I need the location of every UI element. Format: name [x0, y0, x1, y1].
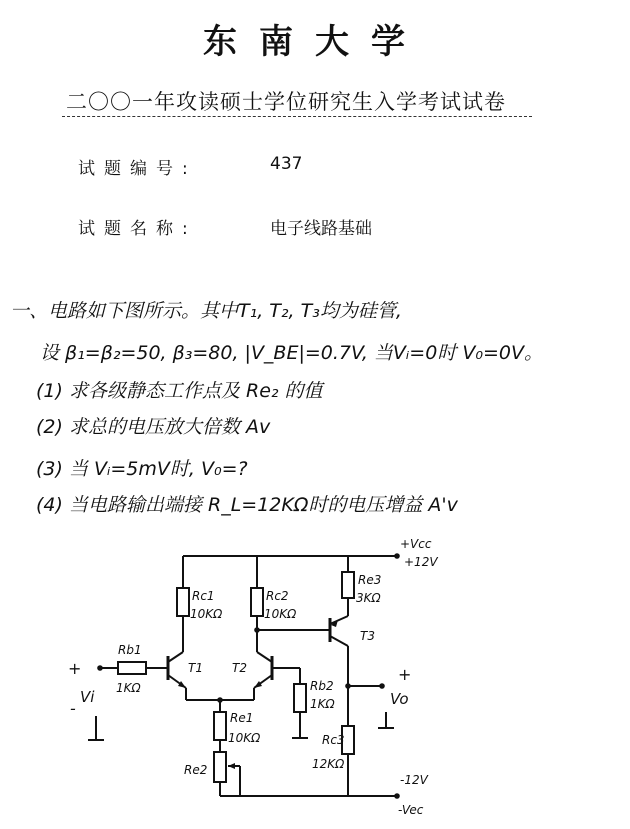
re3-label: Re3	[358, 573, 382, 587]
rc1-label: Rc1	[192, 589, 215, 603]
problem-intro: 一、电路如下图所示。其中T₁, T₂, T₃均为硅管,	[10, 300, 402, 322]
rc3-value: 12KΩ	[312, 757, 345, 771]
vo-label: Vo	[390, 690, 409, 708]
question-4: (4) 当电路输出端接 R_L=12KΩ时的电压增益 A'v	[36, 494, 458, 516]
title-underline	[62, 116, 532, 117]
vo-plus: +	[398, 665, 412, 684]
code-label: 试题编号:	[78, 159, 197, 179]
re2-potentiometer	[214, 752, 226, 782]
re1-label: Re1	[230, 711, 254, 725]
rb1-value: 1KΩ	[116, 681, 141, 695]
name-label: 试题名称:	[78, 219, 197, 239]
rc2-label: Rc2	[266, 589, 289, 603]
problem-conditions: 设 β₁=β₂=50, β₃=80, |V_BE|=0.7V, 当Vᵢ=0时 V₀=0V。	[40, 342, 543, 364]
re2-label: Re2	[184, 763, 208, 777]
rc2-resistor	[251, 588, 263, 616]
question-1: (1) 求各级静态工作点及 Re₂ 的值	[36, 380, 323, 402]
vi-label: Vi	[80, 688, 95, 706]
question-3: (3) 当 Vᵢ=5mV时, V₀=?	[36, 458, 248, 480]
t1-label: T1	[188, 661, 203, 675]
exam-title: 二〇〇一年攻读硕士学位研究生入学考试试卷	[66, 90, 506, 114]
code-value: 437	[270, 154, 303, 174]
re1-resistor	[214, 712, 226, 740]
name-value: 电子线路基础	[270, 219, 372, 239]
re1-value: 10KΩ	[228, 731, 261, 745]
vi-minus: -	[70, 699, 76, 718]
question-2: (2) 求总的电压放大倍数 Av	[36, 416, 271, 438]
rb2-resistor	[294, 684, 306, 712]
vcc-value: +12V	[404, 555, 438, 569]
circuit-diagram	[0, 530, 630, 829]
t2-label: T2	[232, 661, 247, 675]
rc1-resistor	[177, 588, 189, 616]
re3-value: 3KΩ	[356, 591, 381, 605]
vee-label: -Vec	[398, 803, 424, 817]
rb1-resistor	[118, 662, 146, 674]
vcc-label: +Vcc	[400, 537, 432, 551]
t3-label: T3	[360, 629, 375, 643]
rb2-label: Rb2	[310, 679, 334, 693]
rc2-value: 10KΩ	[264, 607, 297, 621]
rb1-label: Rb1	[118, 643, 142, 657]
vee-value: -12V	[400, 773, 428, 787]
rc3-label: Rc3	[322, 733, 345, 747]
vi-plus: +	[68, 659, 82, 678]
university-title: 东南大学	[203, 22, 427, 62]
rc1-value: 10KΩ	[190, 607, 223, 621]
rb2-value: 1KΩ	[310, 697, 335, 711]
re3-resistor	[342, 572, 354, 598]
